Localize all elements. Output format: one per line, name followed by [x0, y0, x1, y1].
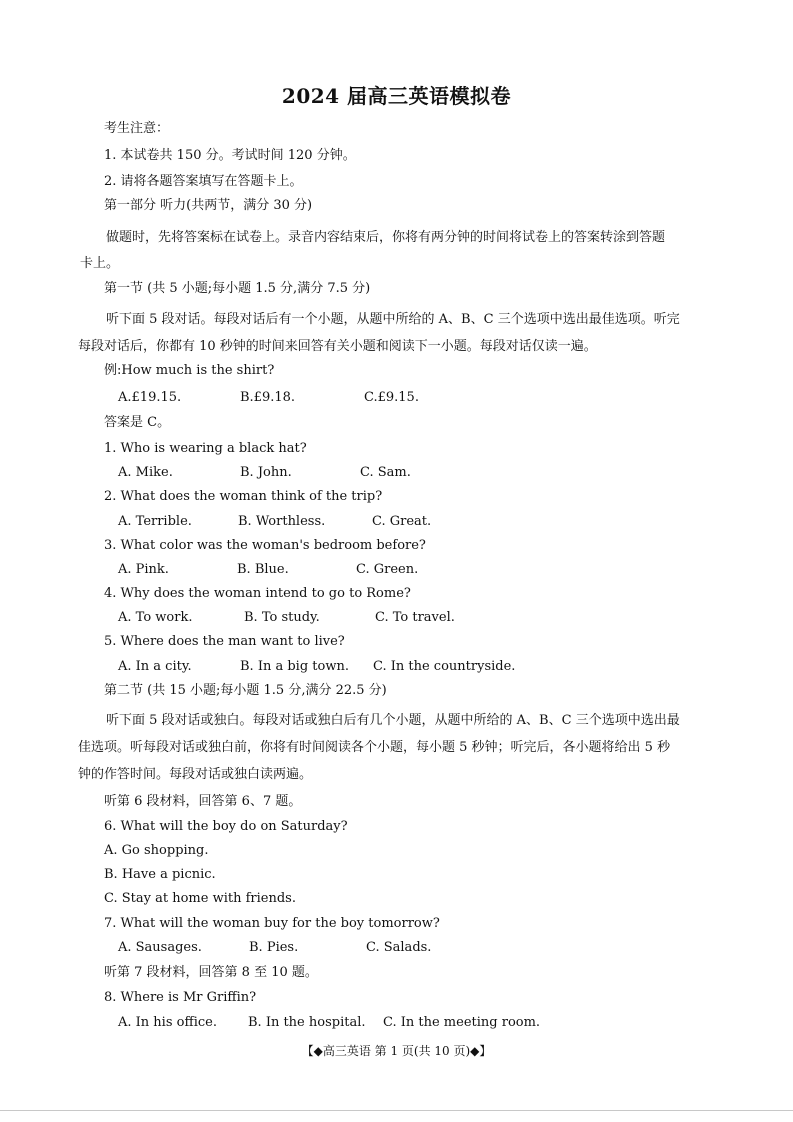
question-4: 4. Why does the woman intend to go to Rome?	[104, 586, 411, 601]
q8-option-b: B. In the hospital.	[248, 1015, 366, 1030]
question-8: 8. Where is Mr Griffin?	[104, 990, 257, 1005]
material-6-heading: 听第 6 段材料，回答第 6、7 题。	[104, 794, 302, 809]
section2-instruction-2: 佳选项。听每段对话或独白前，你将有时间阅读各个小题，每小题 5 秒钟；听完后，各小题将给出 5 秒	[78, 740, 671, 755]
q3-option-b: B. Blue.	[237, 562, 289, 577]
example-answer: 答案是 C。	[104, 415, 171, 430]
q1-option-b: B. John.	[240, 465, 292, 480]
section2-heading: 第二节 (共 15 小题;每小题 1.5 分,满分 22.5 分)	[104, 683, 387, 698]
part1-instruction-2: 卡上。	[80, 256, 120, 271]
part1-instruction-1: 做题时，先将答案标在试卷上。录音内容结束后，你将有两分钟的时间将试卷上的答案转涂到答题	[106, 230, 666, 245]
q2-option-b: B. Worthless.	[238, 514, 326, 529]
notice-item-2: 2. 请将各题答案填写在答题卡上。	[104, 174, 303, 189]
q4-option-a: A. To work.	[118, 610, 193, 625]
q5-option-b: B. In a big town.	[240, 659, 349, 674]
material-7-heading: 听第 7 段材料，回答第 8 至 10 题。	[104, 965, 318, 980]
example-option-a: A.£19.15.	[118, 390, 182, 405]
q6-option-c: C. Stay at home with friends.	[104, 891, 296, 906]
q7-option-c: C. Salads.	[366, 940, 432, 955]
q1-option-a: A. Mike.	[118, 465, 173, 480]
page-footer: 【◆高三英语 第 1 页(共 10 页)◆】	[301, 1044, 492, 1058]
q2-option-c: C. Great.	[372, 514, 432, 529]
section2-instruction-3: 钟的作答时间。每段对话或独白读两遍。	[78, 767, 313, 782]
q8-option-c: C. In the meeting room.	[383, 1015, 541, 1030]
q2-option-a: A. Terrible.	[118, 514, 192, 529]
question-2: 2. What does the woman think of the trip?	[104, 489, 383, 504]
q8-option-a: A. In his office.	[118, 1015, 217, 1030]
bottom-divider	[0, 1110, 793, 1111]
section1-heading: 第一节 (共 5 小题;每小题 1.5 分,满分 7.5 分)	[104, 281, 371, 296]
section2-instruction-1: 听下面 5 段对话或独白。每段对话或独白后有几个小题，从题中所给的 A、B、C 三个选项中选出最	[106, 713, 680, 728]
example-option-b: B.£9.18.	[240, 390, 296, 405]
q6-option-a: A. Go shopping.	[104, 843, 209, 858]
q6-option-b: B. Have a picnic.	[104, 867, 216, 882]
question-3: 3. What color was the woman's bedroom before?	[104, 538, 426, 553]
q4-option-c: C. To travel.	[375, 610, 455, 625]
notice-item-1: 1. 本试卷共 150 分。考试时间 120 分钟。	[104, 148, 356, 163]
section1-instruction-1: 听下面 5 段对话。每段对话后有一个小题，从题中所给的 A、B、C 三个选项中选出最佳选项。听完	[106, 312, 680, 327]
page-title: 2024 届高三英语模拟卷	[281, 84, 512, 108]
question-5: 5. Where does the man want to live?	[104, 634, 345, 649]
example-option-c: C.£9.15.	[364, 390, 419, 405]
q3-option-c: C. Green.	[356, 562, 419, 577]
q7-option-a: A. Sausages.	[118, 940, 202, 955]
notice-heading: 考生注意：	[104, 121, 170, 136]
question-1: 1. Who is wearing a black hat?	[104, 441, 307, 456]
example-question: 例:How much is the shirt?	[104, 363, 275, 378]
q3-option-a: A. Pink.	[118, 562, 169, 577]
q5-option-a: A. In a city.	[118, 659, 192, 674]
question-7: 7. What will the woman buy for the boy tomorrow?	[104, 916, 440, 931]
q7-option-b: B. Pies.	[249, 940, 299, 955]
section1-instruction-2: 每段对话后，你都有 10 秒钟的时间来回答有关小题和阅读下一小题。每段对话仅读一遍。	[78, 339, 597, 354]
part1-heading: 第一部分 听力(共两节，满分 30 分)	[104, 198, 313, 213]
q4-option-b: B. To study.	[244, 610, 320, 625]
q1-option-c: C. Sam.	[360, 465, 411, 480]
q5-option-c: C. In the countryside.	[373, 659, 516, 674]
question-6: 6. What will the boy do on Saturday?	[104, 819, 348, 834]
